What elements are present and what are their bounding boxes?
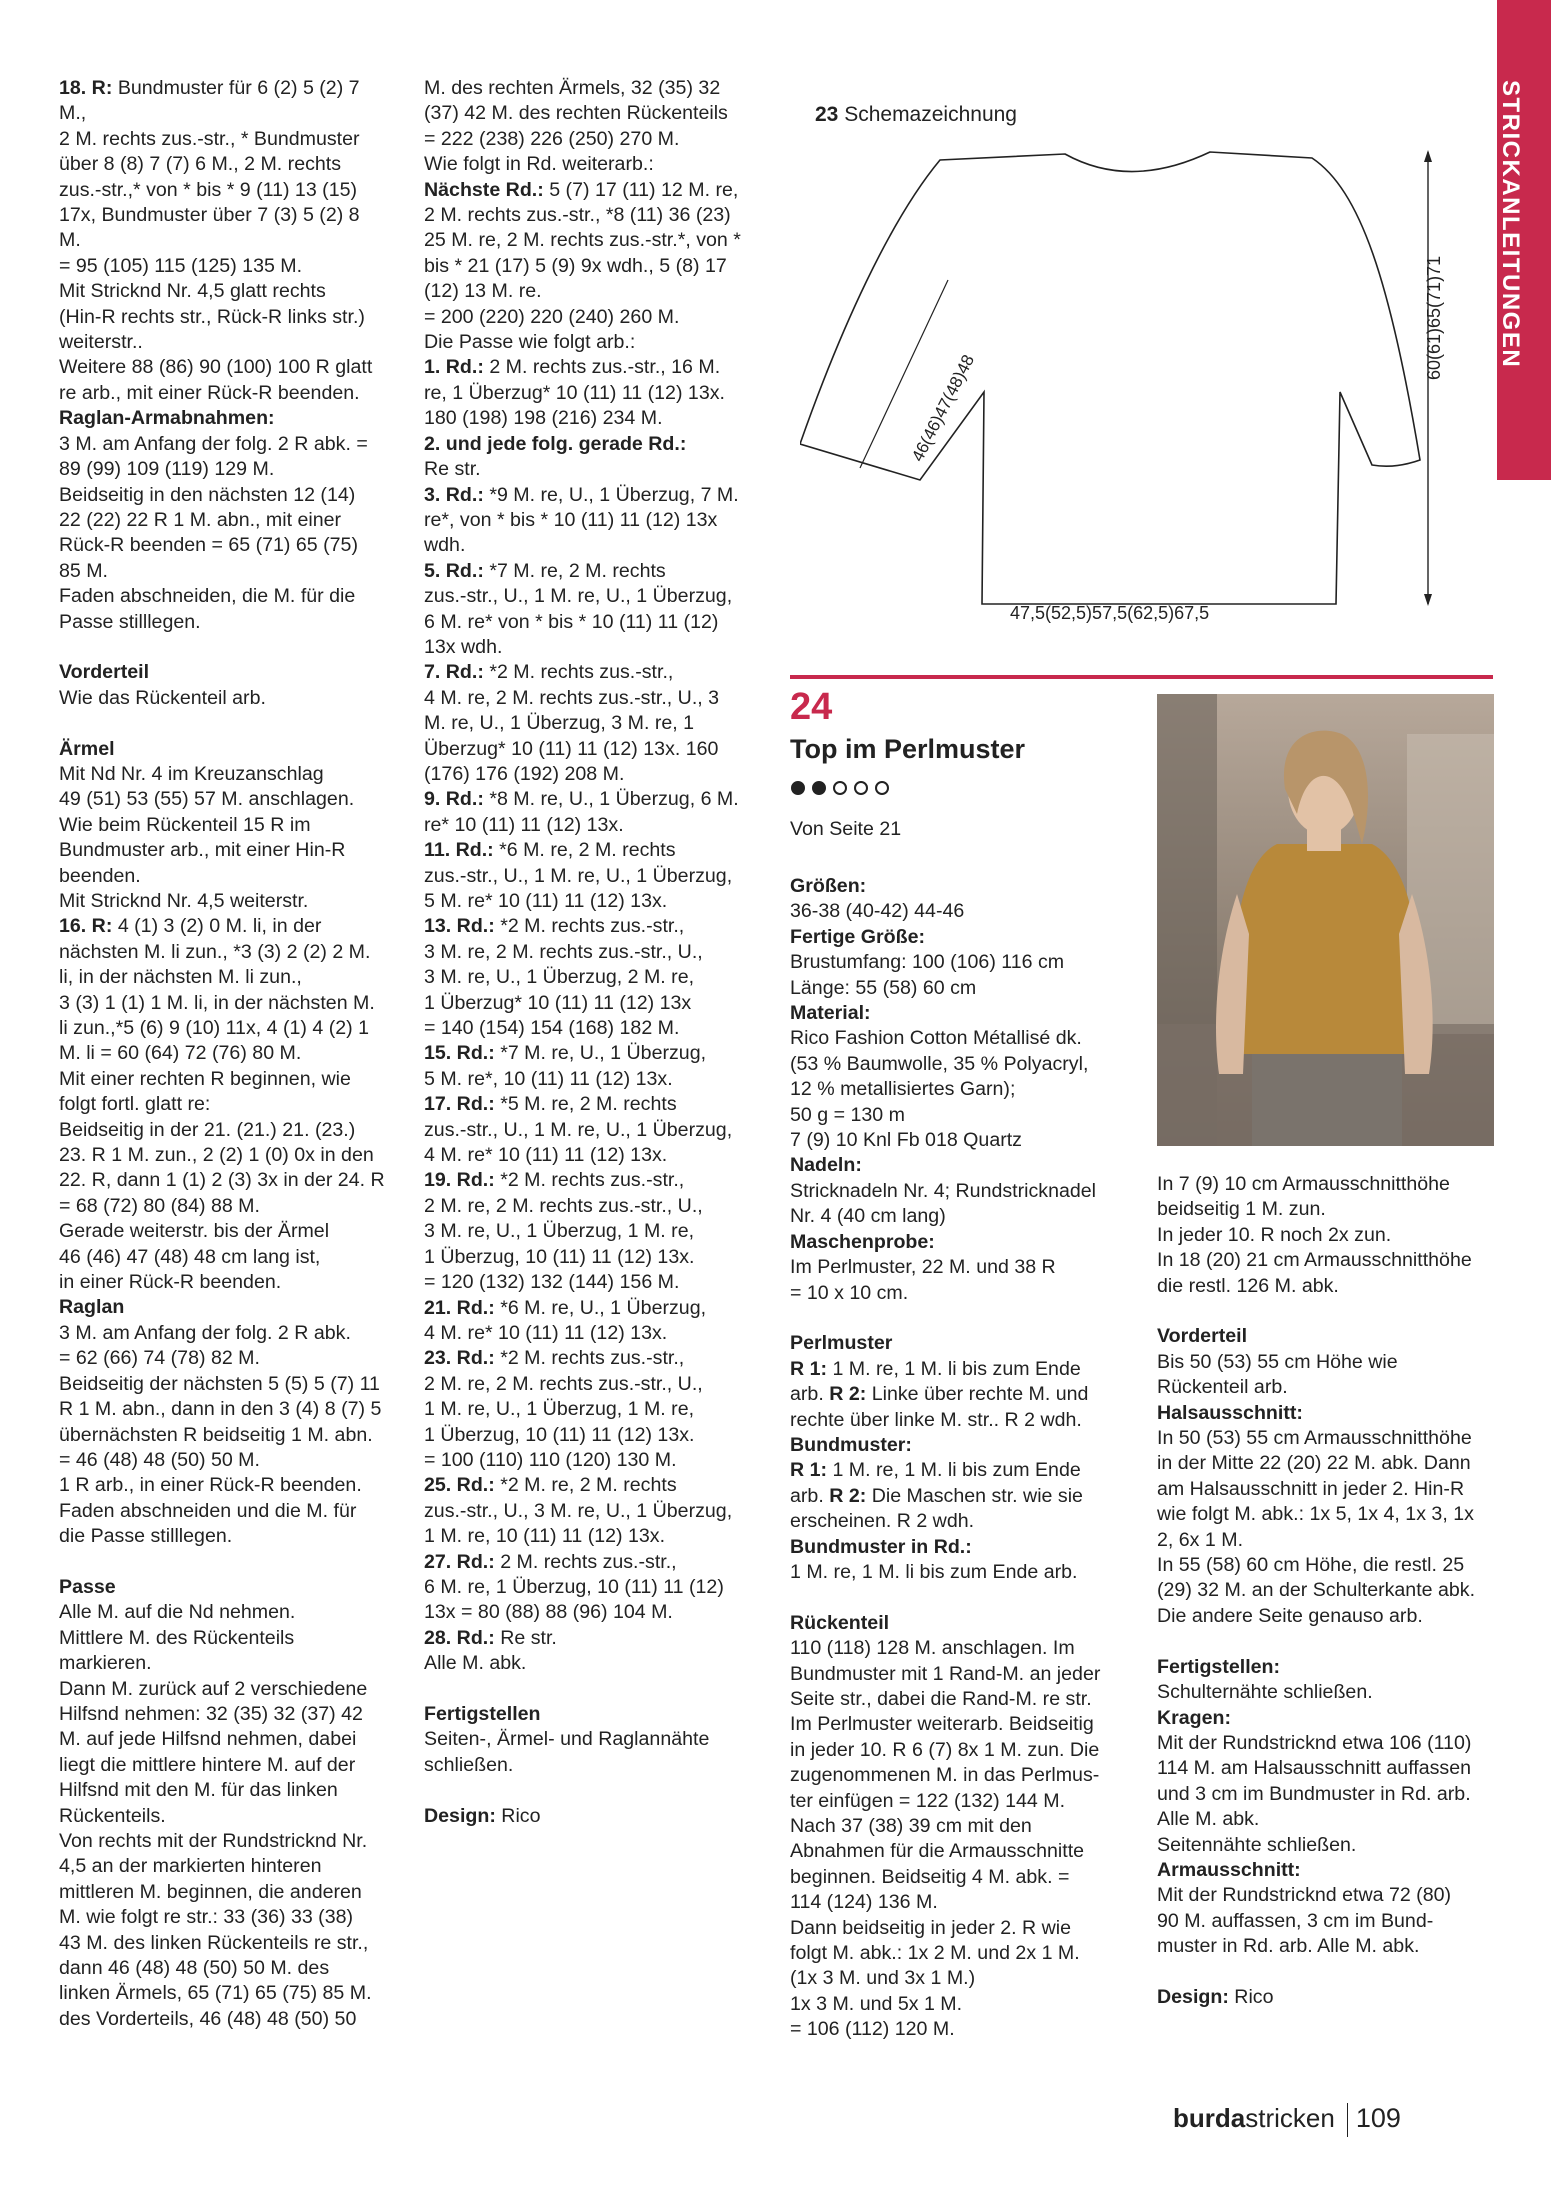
text-line: 110 (118) 128 M. anschlagen. Im bbox=[790, 1637, 1075, 1660]
text-line: 43 M. des linken Rückenteils re str., bbox=[59, 1931, 369, 1954]
text-line: nächsten M. li zun., *3 (3) 2 (2) 2 M. bbox=[59, 940, 371, 963]
text-line: zus.-str., U., 1 M. re, U., 1 Überzug, bbox=[424, 864, 733, 887]
text-line: M. auf jede Hilfsnd nehmen, dabei bbox=[59, 1728, 357, 1751]
text-line: Die Passe wie folgt arb.: bbox=[424, 331, 636, 354]
text-line: = 140 (154) 154 (168) 182 M. bbox=[424, 1017, 680, 1040]
text-line: (1x 3 M. und 3x 1 M.) bbox=[790, 1967, 976, 1990]
text-line: Seiten-, Ärmel- und Raglannähte bbox=[424, 1728, 710, 1751]
schema-number: 23 bbox=[815, 103, 839, 126]
text-line: (53 % Baumwolle, 35 % Polyacryl, bbox=[790, 1052, 1089, 1075]
text-line: = 106 (112) 120 M. bbox=[790, 2018, 955, 2041]
text-line: Bundmuster: bbox=[790, 1433, 912, 1456]
page-footer bbox=[1173, 2103, 1401, 2137]
text-line: (12) 13 M. re. bbox=[424, 280, 542, 303]
text-line: In 55 (58) 60 cm Höhe, die restl. 25 bbox=[1157, 1554, 1465, 1577]
text-line: Stricknadeln Nr. 4; Rundstricknadel bbox=[790, 1179, 1097, 1202]
text-line: R 1: 1 M. re, 1 M. li bis zum Ende bbox=[790, 1459, 1081, 1482]
text-line: 1. Rd.: 2 M. rechts zus.-str., 16 M. bbox=[424, 356, 721, 379]
text-line: Armausschnitt: bbox=[1157, 1858, 1301, 1881]
text-line: 25 M. re, 2 M. rechts zus.-str.*, von * bbox=[424, 229, 741, 252]
text-line: 23. Rd.: *2 M. rechts zus.-str., bbox=[424, 1347, 685, 1370]
text-line: Die andere Seite genauso arb. bbox=[1157, 1604, 1423, 1627]
schema-heading bbox=[815, 103, 1017, 127]
text-line: mittleren M. beginnen, die anderen bbox=[59, 1880, 362, 1903]
text-line: zus.-str., U., 1 M. re, U., 1 Überzug, bbox=[424, 585, 733, 608]
text-line: Nächste Rd.: 5 (7) 17 (11) 12 M. re, bbox=[424, 178, 739, 201]
text-line: Design: Rico bbox=[424, 1804, 541, 1827]
text-line: Vorderteil bbox=[59, 661, 150, 684]
text-line: in jeder 10. R 6 (7) 8x 1 M. zun. Die bbox=[790, 1738, 1100, 1761]
text-line: Rückenteil arb. bbox=[1157, 1376, 1288, 1399]
difficulty-dot-icon bbox=[854, 781, 868, 795]
text-line: In jeder 10. R noch 2x zun. bbox=[1157, 1223, 1392, 1246]
text-line: dann 46 (48) 48 (50) 50 M. des bbox=[59, 1957, 330, 1980]
text-line: re* 10 (11) 11 (12) 13x. bbox=[424, 813, 624, 836]
text-line: re*, von * bis * 10 (11) 11 (12) 13x bbox=[424, 508, 718, 531]
paragraph-gap bbox=[1157, 1960, 1497, 1985]
text-line: 90 M. auffassen, 3 cm im Bund- bbox=[1157, 1909, 1434, 1932]
text-line: 2 M. rechts zus.-str., *8 (11) 36 (23) bbox=[424, 204, 731, 227]
text-line: Fertige Größe: bbox=[790, 925, 925, 948]
text-line: 12 % metallisiertes Garn); bbox=[790, 1078, 1016, 1101]
footer-divider bbox=[1347, 2103, 1348, 2137]
text-line: Alle M. abk. bbox=[1157, 1808, 1260, 1831]
text-line: Mit Nd Nr. 4 im Kreuzanschlag bbox=[59, 762, 324, 785]
text-line: Im Perlmuster, 22 M. und 38 R bbox=[790, 1256, 1056, 1279]
text-line: 1 R arb., in einer Rück-R beenden. bbox=[59, 1474, 362, 1497]
text-line: 5. Rd.: *7 M. re, 2 M. rechts bbox=[424, 559, 666, 582]
text-line: = 10 x 10 cm. bbox=[790, 1281, 909, 1304]
text-line: 16. R: 4 (1) 3 (2) 0 M. li, in der bbox=[59, 915, 322, 938]
text-line: 27. Rd.: 2 M. rechts zus.-str., bbox=[424, 1550, 677, 1573]
paragraph-gap bbox=[424, 1778, 764, 1803]
text-line: M. wie folgt re str.: 33 (36) 33 (38) bbox=[59, 1906, 354, 1929]
difficulty-dot-icon bbox=[833, 781, 847, 795]
text-line: 1 M. re, 1 M. li bis zum Ende arb. bbox=[790, 1560, 1078, 1583]
text-line: Maschenprobe: bbox=[790, 1230, 935, 1253]
text-line: 5 M. re*, 10 (11) 11 (12) 13x. bbox=[424, 1067, 673, 1090]
text-line: weiterstr.. bbox=[59, 331, 143, 354]
text-line: li zun.,*5 (6) 9 (10) 11x, 4 (1) 4 (2) 1 bbox=[59, 1017, 369, 1039]
text-line: (29) 32 M. an der Schulterkante abk. bbox=[1157, 1579, 1476, 1602]
text-line: Faden abschneiden, die M. für die bbox=[59, 585, 356, 608]
text-line: 3 M. am Anfang der folg. 2 R abk. = bbox=[59, 432, 368, 455]
text-line: bis * 21 (17) 5 (9) 9x wdh., 5 (8) 17 bbox=[424, 254, 727, 277]
instructions-column-3 bbox=[790, 874, 1130, 2043]
text-line: Vorderteil bbox=[1157, 1325, 1248, 1348]
text-line: 180 (198) 198 (216) 234 M. bbox=[424, 407, 663, 430]
instructions-column-2 bbox=[424, 76, 764, 1829]
text-line: Alle M. auf die Nd nehmen. bbox=[59, 1601, 296, 1624]
text-line: 1 M. re, 10 (11) 11 (12) 13x. bbox=[424, 1525, 666, 1548]
text-line: Passe stilllegen. bbox=[59, 610, 201, 633]
text-line: 50 g = 130 m bbox=[790, 1103, 905, 1126]
text-line: Design: Rico bbox=[1157, 1985, 1274, 2008]
text-line: li, in der nächsten M. li zun., bbox=[59, 966, 302, 989]
text-line: die restl. 126 M. abk. bbox=[1157, 1274, 1339, 1297]
text-line: übernächsten R beidseitig 1 M. abn. bbox=[59, 1423, 373, 1446]
text-line: 114 (124) 136 M. bbox=[790, 1891, 938, 1914]
text-line: Abnahmen für die Armausschnitte bbox=[790, 1840, 1085, 1863]
paragraph-gap bbox=[790, 1306, 1130, 1331]
instructions-column-1 bbox=[59, 76, 399, 2032]
text-line: Dann beidseitig in jeder 2. R wie bbox=[790, 1916, 1071, 1939]
text-line: Fertigstellen: bbox=[1157, 1655, 1281, 1678]
text-line: Mit der Rundstricknd etwa 106 (110) bbox=[1157, 1731, 1472, 1754]
text-line: M. bbox=[59, 229, 81, 252]
text-line: 25. Rd.: *2 M. re, 2 M. rechts bbox=[424, 1474, 677, 1497]
text-line: 15. Rd.: *7 M. re, U., 1 Überzug, bbox=[424, 1042, 707, 1065]
text-line: 1x 3 M. und 5x 1 M. bbox=[790, 1992, 963, 2015]
text-line: Alle M. abk. bbox=[424, 1652, 527, 1675]
source-page-reference: Von Seite 21 bbox=[790, 818, 902, 840]
text-line: Wie das Rückenteil arb. bbox=[59, 686, 266, 709]
text-line: (176) 176 (192) 208 M. bbox=[424, 762, 625, 785]
text-line: Beidseitig in der 21. (21.) 21. (23.) bbox=[59, 1118, 356, 1141]
text-line: = 200 (220) 220 (240) 260 M. bbox=[424, 305, 680, 328]
text-line: = 62 (66) 74 (78) 82 M. bbox=[59, 1347, 260, 1370]
text-line: und 3 cm im Bundmuster in Rd. arb. bbox=[1157, 1782, 1471, 1805]
text-line: 18. R: Bundmuster für 6 (2) 5 (2) 7 bbox=[59, 77, 360, 99]
text-line: Bundmuster arb., mit einer Hin-R bbox=[59, 839, 346, 862]
text-line: ter einfügen = 122 (132) 144 M. bbox=[790, 1789, 1066, 1812]
text-line: Bundmuster in Rd.: bbox=[790, 1535, 972, 1558]
text-line: Nach 37 (38) 39 cm mit den bbox=[790, 1815, 1032, 1837]
text-line: 17x, Bundmuster über 7 (3) 5 (2) 8 bbox=[59, 204, 360, 227]
text-line: Von rechts mit der Rundstricknd Nr. bbox=[59, 1829, 368, 1852]
text-line: 1 Überzug, 10 (11) 11 (12) 13x. bbox=[424, 1423, 695, 1446]
text-line: Rückenteils. bbox=[59, 1804, 166, 1827]
text-line: beidseitig 1 M. zun. bbox=[1157, 1198, 1326, 1221]
magazine-brand: burda bbox=[1173, 2103, 1246, 2133]
text-line: 21. Rd.: *6 M. re, U., 1 Überzug, bbox=[424, 1296, 707, 1319]
difficulty-dot-icon bbox=[791, 781, 805, 795]
length-arrow-top bbox=[1424, 150, 1432, 162]
text-line: 5 M. re* 10 (11) 11 (12) 13x. bbox=[424, 890, 668, 912]
text-line: = 46 (48) 48 (50) 50 M. bbox=[59, 1448, 260, 1471]
text-line: = 95 (105) 115 (125) 135 M. bbox=[59, 254, 303, 277]
text-line: In 50 (53) 55 cm Armausschnitthöhe bbox=[1157, 1427, 1472, 1450]
text-line: Passe bbox=[59, 1575, 116, 1598]
text-line: Nadeln: bbox=[790, 1154, 862, 1177]
text-line: R 1 M. abn., dann in den 3 (4) 8 (7) 5 bbox=[59, 1398, 382, 1421]
text-line: liegt die mittlere hintere M. auf der bbox=[59, 1753, 356, 1776]
text-line: folgt fortl. glatt re: bbox=[59, 1093, 211, 1116]
text-line: 2 M. rechts zus.-str., * Bundmuster bbox=[59, 127, 360, 150]
text-line: Faden abschneiden und die M. für bbox=[59, 1499, 357, 1522]
text-line: M., bbox=[59, 102, 87, 125]
text-line: (Hin-R rechts str., Rück-R links str.) bbox=[59, 305, 365, 328]
text-line: wdh. bbox=[424, 534, 466, 557]
text-line: 4 M. re* 10 (11) 11 (12) 13x. bbox=[424, 1144, 668, 1167]
text-line: In 18 (20) 21 cm Armausschnitthöhe bbox=[1157, 1249, 1472, 1272]
text-line: 28. Rd.: Re str. bbox=[424, 1626, 557, 1649]
paragraph-gap bbox=[1157, 1629, 1497, 1654]
model-photo bbox=[1157, 694, 1494, 1146]
text-line: M. des rechten Ärmels, 32 (35) 32 bbox=[424, 77, 721, 99]
text-line: Re str. bbox=[424, 458, 481, 481]
text-line: 3 (3) 1 (1) 1 M. li, in der nächsten M. bbox=[59, 991, 375, 1014]
length-label: 60(61)65(71)71 bbox=[1424, 255, 1444, 380]
text-line: 114 M. am Halsausschnitt auffassen bbox=[1157, 1757, 1472, 1780]
text-line: 17. Rd.: *5 M. re, 2 M. rechts bbox=[424, 1093, 677, 1116]
text-line: zus.-str.,* von * bis * 9 (11) 13 (15) bbox=[59, 178, 358, 201]
text-line: 3 M. re, U., 1 Überzug, 2 M. re, bbox=[424, 966, 695, 989]
text-line: M. li = 60 (64) 72 (76) 80 M. bbox=[59, 1042, 302, 1065]
schema-title: Schemazeichnung bbox=[844, 103, 1017, 126]
text-line: R 1: 1 M. re, 1 M. li bis zum Ende bbox=[790, 1357, 1081, 1380]
text-line: Dann M. zurück auf 2 verschiedene bbox=[59, 1677, 368, 1700]
text-line: Wie folgt in Rd. weiterarb.: bbox=[424, 153, 654, 176]
text-line: arb. R 2: Die Maschen str. wie sie bbox=[790, 1484, 1083, 1507]
magazine-brand-suffix: stricken bbox=[1245, 2103, 1335, 2133]
text-line: 46 (46) 47 (48) 48 cm lang ist, bbox=[59, 1245, 321, 1268]
sleeve-label: 46(46)47(48)48 bbox=[908, 351, 979, 465]
difficulty-dot-icon bbox=[875, 781, 889, 795]
text-line: über 8 (8) 7 (7) 6 M., 2 M. rechts bbox=[59, 153, 342, 176]
text-line: arb. R 2: Linke über rechte M. und bbox=[790, 1383, 1089, 1406]
text-line: 22 (22) 22 R 1 M. abn., mit einer bbox=[59, 508, 342, 531]
text-line: 2. und jede folg. gerade Rd.: bbox=[424, 432, 687, 455]
text-line: 4 M. re* 10 (11) 11 (12) 13x. bbox=[424, 1321, 668, 1344]
text-line: In 7 (9) 10 cm Armausschnitthöhe bbox=[1157, 1173, 1450, 1195]
text-line: re arb., mit einer Rück-R beenden. bbox=[59, 381, 360, 404]
text-line: Hilfsnd mit den M. für das linken bbox=[59, 1779, 338, 1802]
text-line: 22. R, dann 1 (1) 2 (3) 3x in der 24. R bbox=[59, 1169, 385, 1192]
text-line: 19. Rd.: *2 M. rechts zus.-str., bbox=[424, 1169, 685, 1192]
model-photo-illustration bbox=[1157, 694, 1494, 1146]
text-line: Im Perlmuster weiterarb. Beidseitig bbox=[790, 1713, 1094, 1736]
text-line: 23. R 1 M. zun., 2 (2) 1 (0) 0x in den bbox=[59, 1144, 374, 1167]
difficulty-rating bbox=[791, 781, 889, 795]
text-line: 4,5 an der markierten hinteren bbox=[59, 1855, 322, 1878]
text-line: Rico Fashion Cotton Métallisé dk. bbox=[790, 1027, 1082, 1050]
width-label: 47,5(52,5)57,5(62,5)67,5 bbox=[1010, 603, 1210, 623]
text-line: M. re, U., 1 Überzug, 3 M. re, 1 bbox=[424, 712, 695, 735]
text-line: Nr. 4 (40 cm lang) bbox=[790, 1205, 946, 1228]
text-line: Mittlere M. des Rückenteils bbox=[59, 1626, 295, 1649]
text-line: muster in Rd. arb. Alle M. abk. bbox=[1157, 1935, 1420, 1958]
text-line: 85 M. bbox=[59, 559, 109, 582]
text-line: Seitennähte schließen. bbox=[1157, 1833, 1357, 1856]
text-line: (37) 42 M. des rechten Rückenteils bbox=[424, 102, 728, 125]
text-line: Mit Stricknd Nr. 4,5 glatt rechts bbox=[59, 280, 326, 303]
text-line: 13. Rd.: *2 M. rechts zus.-str., bbox=[424, 915, 685, 938]
text-line: = 100 (110) 110 (120) 130 M. bbox=[424, 1448, 677, 1471]
text-line: beenden. bbox=[59, 864, 141, 887]
page-number: 109 bbox=[1355, 2103, 1401, 2133]
section-tab-label: STRICKANLEITUNGEN bbox=[1497, 80, 1524, 369]
text-line: Kragen: bbox=[1157, 1706, 1232, 1729]
length-arrow-bottom bbox=[1424, 594, 1432, 606]
text-line: in der Mitte 22 (20) 22 M. abk. Dann bbox=[1157, 1452, 1471, 1475]
text-line: 2 M. re, 2 M. rechts zus.-str., U., bbox=[424, 1194, 703, 1217]
text-line: Weitere 88 (86) 90 (100) 100 R glatt bbox=[59, 356, 373, 379]
text-line: Rückenteil bbox=[790, 1611, 890, 1634]
text-line: zus.-str., U., 3 M. re, U., 1 Überzug, bbox=[424, 1499, 733, 1522]
text-line: 89 (99) 109 (119) 129 M. bbox=[59, 458, 275, 481]
pattern-number: 24 bbox=[790, 686, 833, 728]
text-line: am Halsausschnitt in jeder 2. Hin-R bbox=[1157, 1477, 1465, 1500]
text-line: Hilfsnd nehmen: 32 (35) 32 (37) 42 bbox=[59, 1702, 363, 1725]
paragraph-gap bbox=[59, 1550, 399, 1575]
text-line: re, 1 Überzug* 10 (11) 11 (12) 13x. bbox=[424, 381, 725, 404]
text-line: Brustumfang: 100 (106) 116 cm bbox=[790, 951, 1065, 974]
text-line: Halsausschnitt: bbox=[1157, 1401, 1303, 1424]
paragraph-gap bbox=[1157, 1299, 1497, 1324]
text-line: Bundmuster mit 1 Rand-M. an jeder bbox=[790, 1662, 1101, 1685]
text-line: Rück-R beenden = 65 (71) 65 (75) bbox=[59, 534, 358, 557]
text-line: markieren. bbox=[59, 1652, 152, 1675]
text-line: 3 M. re, 2 M. rechts zus.-str., U., bbox=[424, 940, 703, 963]
text-line: Bis 50 (53) 55 cm Höhe wie bbox=[1157, 1350, 1398, 1373]
text-line: wie folgt M. abk.: 1x 5, 1x 4, 1x 3, 1x bbox=[1157, 1503, 1474, 1526]
paragraph-gap bbox=[59, 711, 399, 736]
text-line: 7 (9) 10 Knl Fb 018 Quartz bbox=[790, 1129, 1022, 1152]
sweater-outline bbox=[800, 152, 1420, 604]
text-line: Länge: 55 (58) 60 cm bbox=[790, 976, 977, 999]
text-line: 9. Rd.: *8 M. re, U., 1 Überzug, 6 M. bbox=[424, 788, 739, 811]
text-line: Wie beim Rückenteil 15 R im bbox=[59, 813, 311, 836]
text-line: Größen: bbox=[790, 875, 867, 897]
text-line: 3 M. re, U., 1 Überzug, 1 M. re, bbox=[424, 1220, 695, 1243]
paragraph-gap bbox=[424, 1677, 764, 1702]
text-line: erscheinen. R 2 wdh. bbox=[790, 1510, 975, 1533]
text-line: rechte über linke M. str.. R 2 wdh. bbox=[790, 1408, 1082, 1431]
text-line: Mit einer rechten R beginnen, wie bbox=[59, 1067, 351, 1090]
text-line: 2 M. re, 2 M. rechts zus.-str., U., bbox=[424, 1372, 703, 1395]
text-line: 6 M. re* von * bis * 10 (11) 11 (12) bbox=[424, 610, 719, 633]
text-line: 3 M. am Anfang der folg. 2 R abk. bbox=[59, 1321, 351, 1344]
pattern-title: Top im Perlmuster bbox=[790, 734, 1026, 764]
sweater-schematic bbox=[800, 130, 1460, 630]
text-line: zus.-str., U., 1 M. re, U., 1 Überzug, bbox=[424, 1118, 733, 1141]
text-line: 1 Überzug, 10 (11) 11 (12) 13x. bbox=[424, 1245, 695, 1268]
text-line: Perlmuster bbox=[790, 1332, 893, 1355]
text-line: Schulternähte schließen. bbox=[1157, 1681, 1373, 1704]
text-line: Raglan-Armabnahmen: bbox=[59, 407, 275, 430]
text-line: linken Ärmels, 65 (71) 65 (75) 85 M. bbox=[59, 1982, 372, 2005]
text-line: 2, 6x 1 M. bbox=[1157, 1528, 1244, 1551]
text-line: 7. Rd.: *2 M. rechts zus.-str., bbox=[424, 661, 674, 684]
text-line: zugenommenen M. in das Perlmus- bbox=[790, 1764, 1100, 1787]
paragraph-gap bbox=[59, 635, 399, 660]
text-line: 4 M. re, 2 M. rechts zus.-str., U., 3 bbox=[424, 686, 720, 709]
text-line: Raglan bbox=[59, 1296, 125, 1319]
text-line: 1 M. re, U., 1 Überzug, 1 M. re, bbox=[424, 1398, 695, 1421]
text-line: Material: bbox=[790, 1002, 871, 1025]
difficulty-dot-icon bbox=[812, 781, 826, 795]
text-line: 49 (51) 53 (55) 57 M. anschlagen. bbox=[59, 788, 355, 811]
text-line: Fertigstellen bbox=[424, 1702, 541, 1725]
text-line: 6 M. re, 1 Überzug, 10 (11) 11 (12) bbox=[424, 1575, 724, 1598]
text-line: = 222 (238) 226 (250) 270 M. bbox=[424, 127, 680, 150]
text-line: 3. Rd.: *9 M. re, U., 1 Überzug, 7 M. bbox=[424, 483, 739, 506]
text-line: 36-38 (40-42) 44-46 bbox=[790, 900, 965, 923]
text-line: 13x = 80 (88) 88 (96) 104 M. bbox=[424, 1601, 673, 1624]
text-line: = 68 (72) 80 (84) 88 M. bbox=[59, 1194, 260, 1217]
text-line: Beidseitig in den nächsten 12 (14) bbox=[59, 483, 356, 506]
text-line: des Vorderteils, 46 (48) 48 (50) 50 bbox=[59, 2007, 357, 2030]
text-line: schließen. bbox=[424, 1753, 514, 1776]
text-line: beginnen. Beidseitig 4 M. abk. = bbox=[790, 1865, 1070, 1888]
text-line: Beidseitig der nächsten 5 (5) 5 (7) 11 bbox=[59, 1372, 380, 1395]
text-line: = 120 (132) 132 (144) 156 M. bbox=[424, 1271, 680, 1294]
pattern-divider bbox=[790, 675, 1493, 679]
text-line: Ärmel bbox=[59, 737, 115, 760]
text-line: Überzug* 10 (11) 11 (12) 13x. 160 bbox=[424, 737, 719, 760]
text-line: 11. Rd.: *6 M. re, 2 M. rechts bbox=[424, 839, 676, 862]
text-line: folgt M. abk.: 1x 2 M. und 2x 1 M. bbox=[790, 1942, 1080, 1965]
text-line: Seite str., dabei die Rand-M. re str. bbox=[790, 1687, 1092, 1710]
text-line: Mit Stricknd Nr. 4,5 weiterstr. bbox=[59, 889, 309, 912]
text-line: Mit der Rundstricknd etwa 72 (80) bbox=[1157, 1884, 1452, 1907]
paragraph-gap bbox=[790, 1585, 1130, 1610]
text-line: in einer Rück-R beenden. bbox=[59, 1271, 282, 1294]
instructions-column-4 bbox=[1157, 1172, 1497, 2010]
text-line: die Passe stilllegen. bbox=[59, 1525, 233, 1548]
text-line: Gerade weiterstr. bis der Ärmel bbox=[59, 1220, 330, 1243]
text-line: 1 Überzug* 10 (11) 11 (12) 13x bbox=[424, 991, 692, 1014]
text-line: 13x wdh. bbox=[424, 635, 503, 658]
